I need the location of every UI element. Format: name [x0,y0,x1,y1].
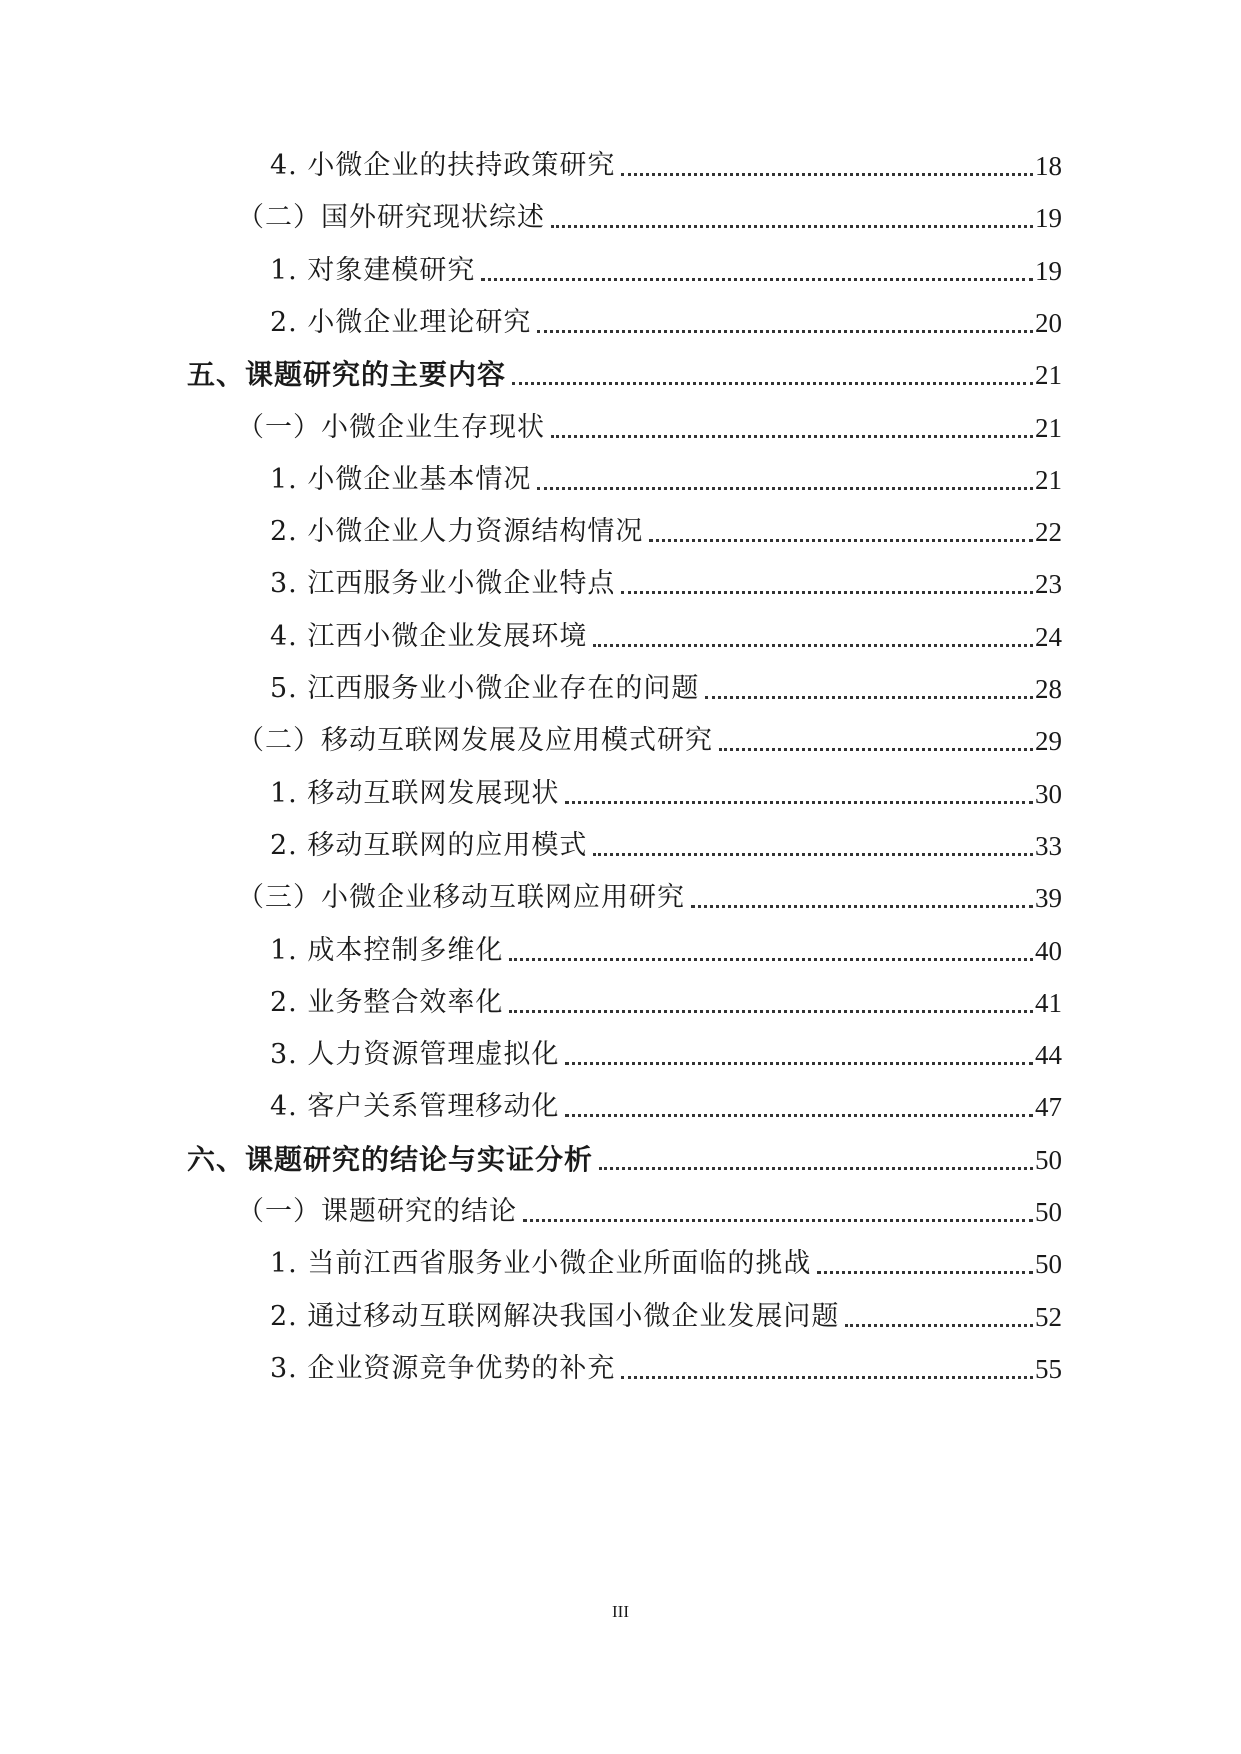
toc-leader-dots [691,905,1033,908]
toc-entry-label: 五、课题研究的主要内容 [187,358,507,391]
toc-entry-label: 1. 对象建模研究 [270,255,476,286]
toc-leader-dots [705,696,1033,699]
toc-entry-page: 50 [1035,1145,1062,1175]
toc-entry-page: 24 [1035,622,1062,652]
toc-entry[interactable] [270,774,1062,814]
toc-leader-dots [621,1376,1033,1379]
toc-entry[interactable] [270,303,1062,343]
toc-entry[interactable] [187,1140,1062,1180]
toc-entry[interactable] [270,146,1062,186]
toc-entry[interactable] [187,355,1062,395]
toc-entry-label: 4. 客户关系管理移动化 [270,1091,560,1122]
toc-leader-dots [565,1062,1033,1065]
toc-entry-page: 33 [1035,831,1062,861]
toc-entry[interactable] [270,1349,1062,1389]
toc-entry-page: 41 [1035,988,1062,1018]
toc-entry[interactable] [237,878,1062,918]
toc-leader-dots [551,435,1033,438]
toc-entry[interactable] [270,251,1062,291]
toc-leader-dots [621,173,1033,176]
toc-entry[interactable] [270,1244,1062,1284]
toc-entry[interactable] [237,408,1062,448]
toc-entry[interactable] [237,198,1062,238]
toc-entry[interactable] [270,1297,1062,1337]
toc-entry-label: （二）移动互联网发展及应用模式研究 [237,725,713,756]
toc-entry-label: 1. 移动互联网发展现状 [270,778,560,809]
toc-entry-label: 2. 通过移动互联网解决我国小微企业发展问题 [270,1301,840,1332]
toc-entry[interactable] [270,669,1062,709]
toc-leader-dots [593,644,1033,647]
toc-entry-page: 21 [1035,465,1062,495]
toc-leader-dots [817,1271,1033,1274]
toc-entry-label: 3. 企业资源竞争优势的补充 [270,1353,616,1384]
toc-entry-page: 29 [1035,726,1062,756]
toc-entry[interactable] [270,1035,1062,1075]
toc-entry-page: 20 [1035,308,1062,338]
toc-entry[interactable] [270,931,1062,971]
toc-entry-label: 六、课题研究的结论与实证分析 [187,1143,594,1176]
toc-leader-dots [599,1167,1033,1170]
toc-entry-label: （二）国外研究现状综述 [237,202,545,233]
toc-entry-page: 30 [1035,779,1062,809]
toc-entry[interactable] [270,983,1062,1023]
toc-entry-page: 23 [1035,569,1062,599]
toc-entry-page: 52 [1035,1302,1062,1332]
toc-entry-label: （三）小微企业移动互联网应用研究 [237,882,685,913]
toc-leader-dots [523,1219,1033,1222]
toc-entry-page: 55 [1035,1354,1062,1384]
toc-entry-page: 18 [1035,151,1062,181]
toc-leader-dots [537,487,1033,490]
toc-leader-dots [649,539,1033,542]
toc-entry-page: 47 [1035,1092,1062,1122]
toc-leader-dots [481,278,1033,281]
toc-entry-label: 2. 小微企业人力资源结构情况 [270,516,644,547]
toc-entry-label: （一）课题研究的结论 [237,1196,517,1227]
toc-entry[interactable] [270,1087,1062,1127]
toc-entry-label: 1. 小微企业基本情况 [270,464,532,495]
toc-entry[interactable] [270,564,1062,604]
toc-entry-page: 19 [1035,203,1062,233]
toc-entry-page: 19 [1035,256,1062,286]
toc-entry-label: 5. 江西服务业小微企业存在的问题 [270,673,700,704]
toc-entry-page: 44 [1035,1040,1062,1070]
toc-leader-dots [551,225,1033,228]
toc-entry[interactable] [237,1192,1062,1232]
toc-entry-label: 2. 移动互联网的应用模式 [270,830,588,861]
toc-entry-label: 1. 成本控制多维化 [270,935,504,966]
toc-entry-label: 2. 小微企业理论研究 [270,307,532,338]
toc-entry-page: 22 [1035,517,1062,547]
toc-entry-page: 40 [1035,936,1062,966]
toc-entry-label: （一）小微企业生存现状 [237,412,545,443]
toc-entry-label: 4. 小微企业的扶持政策研究 [270,150,616,181]
toc-entry-page: 21 [1035,413,1062,443]
toc-leader-dots [509,958,1033,961]
toc-leader-dots [509,1010,1033,1013]
toc-leader-dots [512,382,1033,385]
toc-entry-label: 3. 江西服务业小微企业特点 [270,568,616,599]
toc-entry[interactable] [270,512,1062,552]
toc-leader-dots [565,1114,1033,1117]
toc-leader-dots [537,330,1033,333]
toc-entry[interactable] [270,617,1062,657]
toc-entry[interactable] [270,826,1062,866]
toc-entry-label: 3. 人力资源管理虚拟化 [270,1039,560,1070]
toc-entry[interactable] [270,460,1062,500]
toc-entry[interactable] [237,721,1062,761]
toc-leader-dots [845,1324,1033,1327]
toc-leader-dots [621,591,1033,594]
toc-entry-label: 4. 江西小微企业发展环境 [270,621,588,652]
page-number: III [612,1602,629,1621]
toc-entry-page: 39 [1035,883,1062,913]
toc-entry-page: 50 [1035,1249,1062,1279]
toc-entry-label: 2. 业务整合效率化 [270,987,504,1018]
toc-leader-dots [593,853,1033,856]
toc-entry-page: 50 [1035,1197,1062,1227]
toc-leader-dots [719,748,1033,751]
toc-entry-label: 1. 当前江西省服务业小微企业所面临的挑战 [270,1248,812,1279]
toc-leader-dots [565,801,1033,804]
toc-entry-page: 28 [1035,674,1062,704]
toc-entry-page: 21 [1035,360,1062,390]
